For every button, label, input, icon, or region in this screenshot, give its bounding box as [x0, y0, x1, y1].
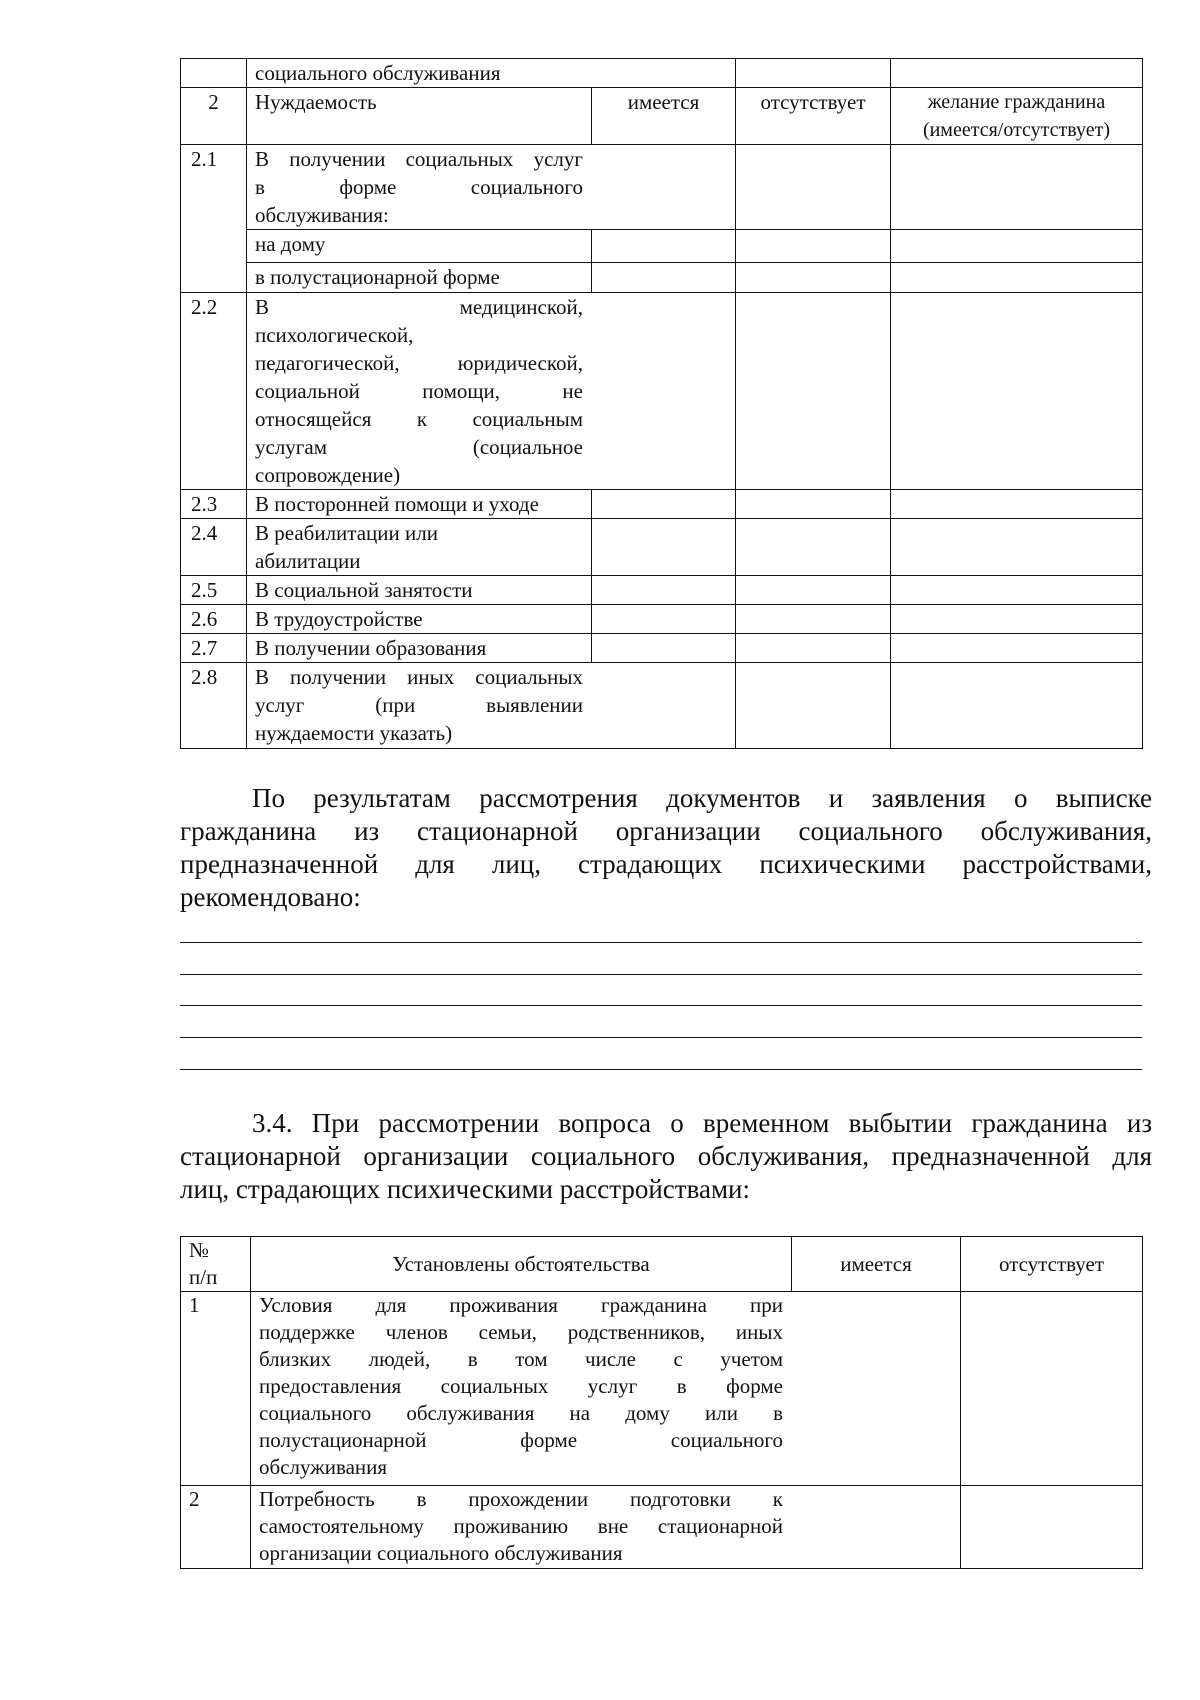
row-label: В получении образования [247, 634, 592, 663]
table-cell [736, 263, 891, 293]
circumstances-table [180, 1236, 1143, 1569]
row-num: 2 [181, 1486, 251, 1569]
table-cell [736, 663, 891, 749]
table-row [181, 605, 1143, 634]
blank-line [180, 974, 1142, 975]
paragraph-line: лиц, страдающих психическими расстройствами: [180, 1174, 750, 1204]
paragraph-line: предназначенной для лиц, страдающих психическими расстройствами, [180, 849, 1152, 879]
table-cell [736, 293, 891, 490]
table-cell [891, 519, 1143, 576]
header-wish-line2: (имеется/отсутствует) [922, 119, 1111, 141]
blank-line [180, 1005, 1142, 1006]
row-line: предоставления социальных услуг в форме [259, 1374, 783, 1398]
row-num: 2.1 [181, 145, 247, 293]
header-num [181, 1237, 251, 1292]
row-line: педагогической, юридической, [255, 351, 583, 375]
row-num: 2.2 [181, 293, 247, 490]
row-num: 2.8 [181, 663, 247, 749]
row-line: Условия для проживания гражданина при [259, 1293, 783, 1317]
table-cell [736, 230, 891, 263]
paragraph-line: стационарной организации социального обслуживания, предназначенной для [180, 1141, 1152, 1171]
row-line: услугам (социальное [255, 435, 583, 459]
row-num: 2.6 [181, 605, 247, 634]
table-cell [736, 605, 891, 634]
section-3-4-paragraph [180, 1107, 1152, 1206]
table-cell [961, 1292, 1143, 1486]
row-label [251, 1292, 792, 1486]
row-line: социальной помощи, не [255, 379, 583, 403]
row-line: В получении иных социальных [255, 665, 583, 689]
table-cell [181, 59, 247, 88]
blank-line [180, 942, 1142, 943]
row-label: В трудоустройстве [247, 605, 592, 634]
table-row [181, 293, 1143, 490]
header-num: 2 [181, 88, 247, 145]
row-line: поддержке членов семьи, родственников, иных [259, 1320, 783, 1344]
table-cell [736, 519, 891, 576]
row-label: В посторонней помощи и уходе [247, 490, 592, 519]
row-line: В получении социальных услуг [255, 147, 583, 171]
row-num: 2.7 [181, 634, 247, 663]
row-line: относящейся к социальным [255, 407, 583, 431]
row-line: обслуживания: [255, 203, 389, 227]
table-row [181, 263, 1143, 293]
row-line: близких людей, в том числе с учетом [259, 1347, 783, 1371]
paragraph-line: По результатам рассмотрения документов и заявления о выписке [252, 783, 1152, 813]
header-wish-line1: желание гражданина [927, 91, 1106, 113]
row-line: полустационарной форме социального [259, 1428, 783, 1452]
table-cell [592, 263, 736, 293]
row-line: социального обслуживания на дому или в [259, 1401, 783, 1425]
row-line: самостоятельному проживанию вне стационарной [259, 1514, 783, 1538]
row-line: в форме социального [255, 175, 583, 199]
row-line: сопровождение) [255, 463, 401, 487]
table-cell [736, 145, 891, 230]
header-no: отсутствует [736, 88, 891, 145]
row-label [251, 1486, 792, 1569]
cont-label: социального обслуживания [247, 59, 736, 88]
table-row [181, 59, 1143, 88]
table-row [181, 1486, 1143, 1569]
table-cell [736, 59, 891, 88]
table-cell [891, 293, 1143, 490]
table-header-row [181, 1237, 1143, 1292]
row-line: услуг (при выявлении [255, 693, 583, 717]
row-line: абилитации [255, 549, 361, 573]
row-num: 2.4 [181, 519, 247, 576]
paragraph-line: рекомендовано: [180, 882, 361, 912]
table-cell [592, 490, 736, 519]
row-sub-label: в полустационарной форме [247, 263, 592, 293]
table-row [181, 490, 1143, 519]
blank-line [180, 1069, 1142, 1070]
table-cell [736, 576, 891, 605]
row-line: психологической, [255, 323, 414, 347]
table-row [181, 1292, 1143, 1486]
header-circumstances: Установлены обстоятельства [251, 1237, 792, 1292]
header-no: отсутствует [961, 1237, 1143, 1292]
header-yes: имеется [792, 1237, 961, 1292]
table-cell [891, 605, 1143, 634]
table-cell [592, 293, 736, 490]
table-row [181, 634, 1143, 663]
table-header-row [181, 88, 1143, 145]
row-line: обслуживания [259, 1455, 388, 1479]
row-line: В реабилитации или [255, 521, 438, 545]
table-cell [736, 634, 891, 663]
table-cell [891, 634, 1143, 663]
table-cell [891, 145, 1143, 230]
table-cell [592, 145, 736, 230]
row-label [247, 519, 592, 576]
table-cell [891, 663, 1143, 749]
row-num: 1 [181, 1292, 251, 1486]
row-label [247, 293, 592, 490]
row-line: организации социального обслуживания [259, 1541, 623, 1565]
table-cell [792, 1486, 961, 1569]
recommendation-paragraph [180, 782, 1152, 914]
table-cell [592, 605, 736, 634]
table-cell [891, 576, 1143, 605]
needs-table [180, 58, 1143, 749]
table-row [181, 145, 1143, 230]
table-cell [592, 663, 736, 749]
row-label [247, 145, 592, 230]
table-row [181, 230, 1143, 263]
blank-line [180, 1037, 1142, 1038]
row-sub-label: на дому [247, 230, 592, 263]
paragraph-line: гражданина из стационарной организации социального обслуживания, [180, 816, 1152, 846]
row-line: Потребность в прохождении подготовки к [259, 1487, 783, 1511]
row-line: нуждаемости указать) [255, 721, 453, 745]
table-row [181, 576, 1143, 605]
table-cell [592, 519, 736, 576]
table-row [181, 663, 1143, 749]
header-wish [891, 88, 1143, 145]
table-row [181, 519, 1143, 576]
header-num-line2: п/п [189, 1265, 218, 1289]
table-cell [592, 230, 736, 263]
header-label: Нуждаемость [247, 88, 592, 145]
row-line: В медицинской, [255, 295, 583, 319]
row-num: 2.3 [181, 490, 247, 519]
table-cell [961, 1486, 1143, 1569]
paragraph-line: 3.4. При рассмотрении вопроса о временном выбытии гражданина из [252, 1108, 1152, 1138]
table-cell [891, 490, 1143, 519]
table-cell [891, 230, 1143, 263]
table-cell [891, 263, 1143, 293]
row-label [247, 663, 592, 749]
table-cell [592, 576, 736, 605]
table-cell [592, 634, 736, 663]
header-num-line1: № [189, 1238, 210, 1262]
table-cell [792, 1292, 961, 1486]
header-yes: имеется [592, 88, 736, 145]
row-num: 2.5 [181, 576, 247, 605]
row-label: В социальной занятости [247, 576, 592, 605]
table-cell [736, 490, 891, 519]
table-cell [891, 59, 1143, 88]
